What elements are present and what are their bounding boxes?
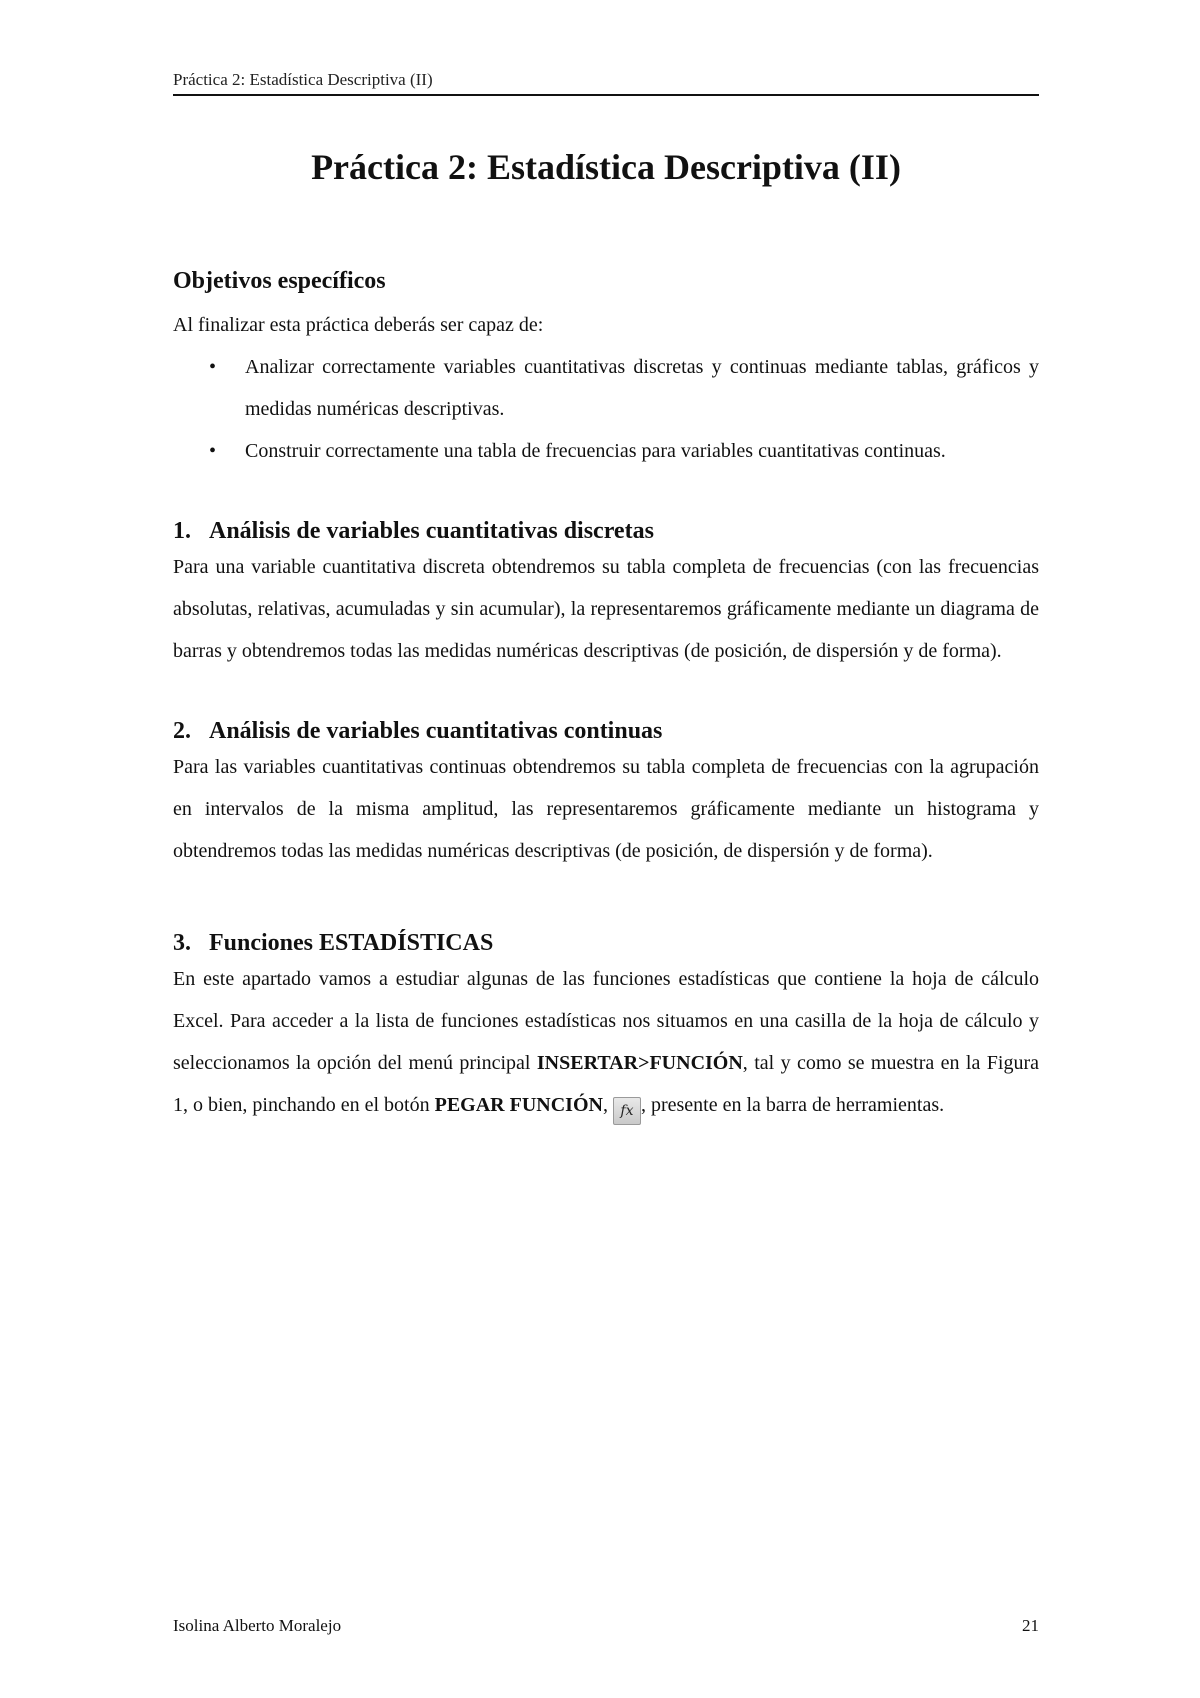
objective-item — [173, 346, 1039, 430]
section-3-heading — [173, 928, 1039, 958]
objective-item — [173, 430, 1039, 472]
section-3-text — [173, 958, 1039, 1126]
section-1-heading — [173, 516, 1039, 546]
objectives-list — [173, 346, 1039, 472]
section-3-text-part2: , tal y como se muestra en la Figura 1, o bien, pinchando en el botón — [173, 1052, 1039, 1116]
menu-path-insertar-funcion: INSERTAR>FUNCIÓN — [536, 1052, 743, 1074]
section-2-text: Para las variables cuantitativas continuas obtendremos su tabla completa de frecuencias con la agrupación en intervalos de la misma amplitud, las representaremos gráficamente mediante un histograma y obtendremos todas las medidas numéricas descriptivas (de posición, de dispersión y de forma). — [173, 756, 1039, 862]
section-3-text-part3: , — [602, 1094, 613, 1116]
section-3-text-part4: , presente en la barra de herramientas. — [640, 1094, 945, 1116]
footer-page-number: 21 — [1022, 1616, 1039, 1635]
section-title: Funciones ESTADÍSTICAS — [209, 930, 494, 956]
pegar-funcion-label: PEGAR FUNCIÓN — [434, 1094, 603, 1116]
objectives-intro: Al finalizar esta práctica deberás ser capaz de: — [173, 314, 544, 336]
fx-paste-function-icon: fx — [613, 1097, 641, 1125]
objective-item-text: Analizar correctamente variables cuantitativas discretas y continuas mediante tablas, gráficos y medidas numéricas descriptivas. — [245, 356, 1039, 420]
section-1-text: Para una variable cuantitativa discreta obtendremos su tabla completa de frecuencias (con las frecuencias absolutas, relativas, acumuladas y sin acumular), la representaremos gráficamente mediante un diagrama de barras y obtendremos todas las medidas numéricas descriptivas (de posición, de dispersión y de forma). — [173, 556, 1039, 662]
objective-item-text: Construir correctamente una tabla de frecuencias para variables cuantitativas continuas. — [245, 440, 946, 462]
running-header — [173, 70, 1039, 96]
section-title: Análisis de variables cuantitativas discretas — [209, 518, 654, 544]
section-2-heading — [173, 716, 1039, 746]
footer-author: Isolina Alberto Moralejo — [173, 1616, 342, 1635]
document-title: Práctica 2: Estadística Descriptiva (II) — [311, 147, 901, 187]
bullet-icon: • — [209, 356, 217, 378]
section-number: 3. — [173, 930, 191, 956]
objectives-heading: Objetivos específicos — [173, 268, 386, 294]
section-3-text-part1: En este apartado vamos a estudiar algunas de las funciones estadísticas que contiene la hoja de cálculo Excel. Para acceder a la lista de funciones estadísticas nos situamos en una casilla de la hoja de cálculo y seleccionamos la opción del menú principal — [173, 968, 1039, 1074]
section-number: 1. — [173, 518, 191, 544]
running-header-title: Práctica 2: Estadística Descriptiva (II) — [173, 70, 433, 89]
document-body — [173, 266, 1039, 1126]
section-number: 2. — [173, 718, 191, 744]
section-title: Análisis de variables cuantitativas continuas — [209, 718, 663, 744]
bullet-icon: • — [209, 440, 217, 462]
